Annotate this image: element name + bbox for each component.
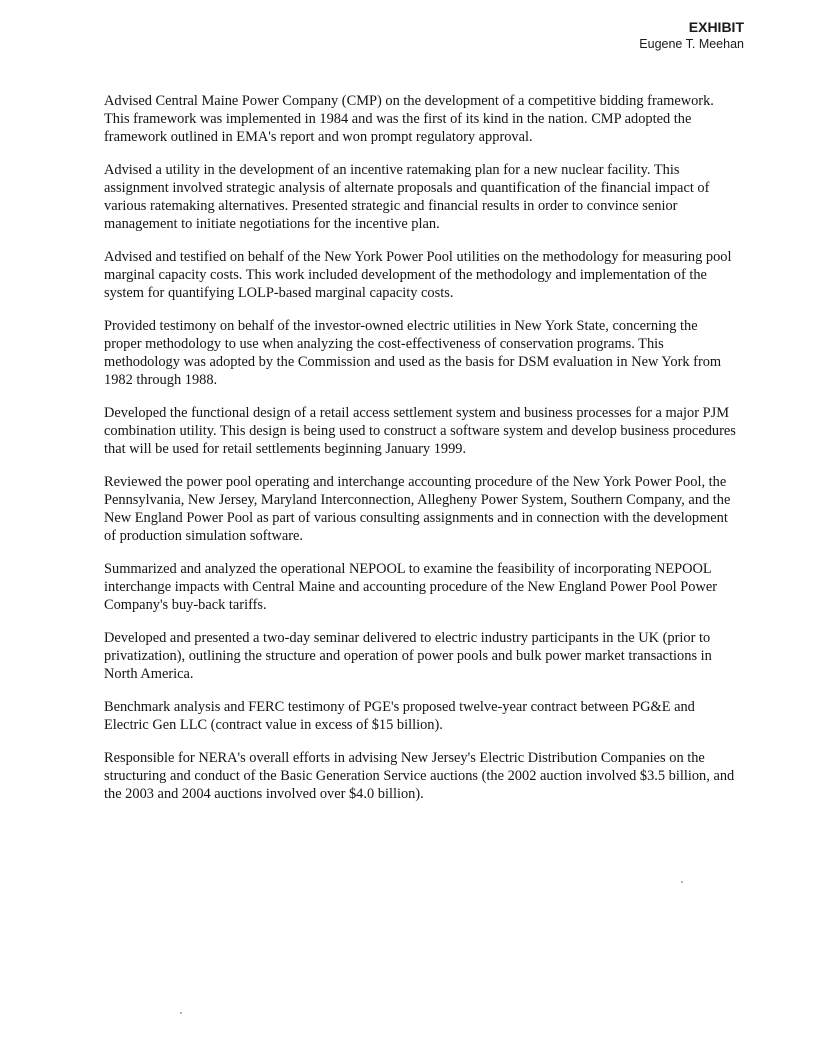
scan-speck [681, 881, 683, 883]
paragraph-3: Advised and testified on behalf of the New York Power Pool utilities on the methodology for measuring pool marginal capacity costs. This work included development of the methodology and implementation of the system for quantifying LOLP-based marginal capacity costs. [104, 249, 732, 301]
paragraph-6: Reviewed the power pool operating and interchange accounting procedure of the New York Power Pool, the Pennsylvania, New Jersey, Maryland Interconnection, Allegheny Power System, Southern Company, and the New England Power Pool as part of various consulting assignments and in connection with the development of production simulation software. [104, 474, 731, 544]
paragraph-4: Provided testimony on behalf of the investor-owned electric utilities in New York State, concerning the proper methodology to use when analyzing the cost-effectiveness of conservation programs. This methodology was adopted by the Commission and used as the basis for DSM evaluation in New York from 1982 through 1988. [104, 318, 722, 388]
paragraph-10: Responsible for NERA's overall efforts in advising New Jersey's Electric Distribution Companies on the structuring and conduct of the Basic Generation Service auctions (the 2002 auction involved $3.5 billion, and the 2003 and 2004 auctions involved over $4.0 billion). [104, 750, 735, 802]
paragraph-8: Developed and presented a two-day seminar delivered to electric industry participants in the UK (prior to privatization), outlining the structure and operation of power pools and bulk power market transactions in North America. [104, 630, 712, 682]
paragraph-7: Summarized and analyzed the operational NEPOOL to examine the feasibility of incorporating NEPOOL interchange impacts with Central Maine and accounting procedure of the New England Power Pool Power Company's buy-back tariffs. [104, 561, 718, 613]
document-body [104, 92, 736, 818]
paragraph-9: Benchmark analysis and FERC testimony of PGE's proposed twelve-year contract between PG&E and Electric Gen LLC (contract value in excess of $15 billion). [104, 699, 695, 733]
paragraph-1: Advised Central Maine Power Company (CMP) on the development of a competitive bidding framework. This framework was implemented in 1984 and was the first of its kind in the nation. CMP adopted the framework outlined in EMA's report and won prompt regulatory approval. [104, 93, 714, 145]
exhibit-label: EXHIBIT [688, 19, 744, 35]
author-name: Eugene T. Meehan [639, 37, 744, 51]
page-header [639, 18, 744, 52]
scan-speck [180, 1012, 182, 1014]
paragraph-2: Advised a utility in the development of an incentive ratemaking plan for a new nuclear facility. This assignment involved strategic analysis of alternate proposals and quantification of the financial impact of various ratemaking alternatives. Presented strategic and financial results in order to convince senior management to initiate negotiations for the incentive plan. [104, 162, 710, 232]
paragraph-5: Developed the functional design of a retail access settlement system and business processes for a major PJM combination utility. This design is being used to construct a software system and develop business procedures that will be used for retail settlements beginning January 1999. [104, 405, 736, 457]
